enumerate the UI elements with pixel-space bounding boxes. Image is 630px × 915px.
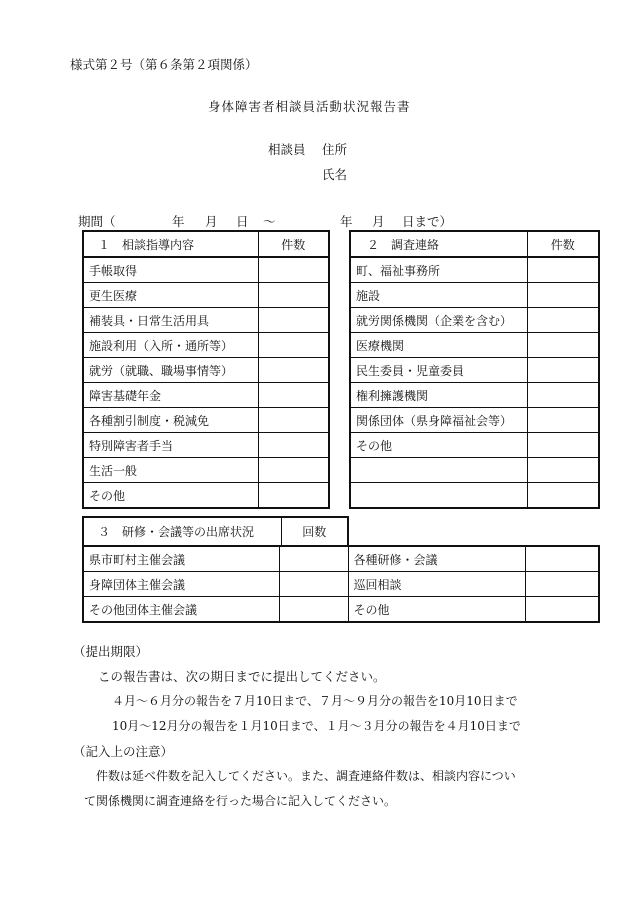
period-label: 期間（: [78, 214, 116, 229]
address-label: 住所: [322, 142, 348, 157]
table-row-label: 各種割引制度・税減免: [83, 408, 258, 433]
period-year-1: 年: [172, 214, 185, 229]
table-row-label: 更生医療: [83, 283, 258, 308]
table-row-label: その他: [83, 483, 258, 509]
attendance-table: [82, 545, 600, 623]
table-row-label: 就労関係機関（企業を含む）: [350, 308, 527, 333]
table-row-label: 障害基礎年金: [83, 383, 258, 408]
table-row-label: [350, 458, 527, 483]
count-cell[interactable]: [525, 597, 599, 623]
table-row-label: 県市町村主催会議: [83, 546, 279, 572]
table-row-label: 就労（就職、職場事情等）: [83, 358, 258, 383]
count-cell[interactable]: [527, 458, 599, 483]
count-cell[interactable]: [527, 257, 599, 283]
investigation-header: ２ 調査連絡: [350, 231, 527, 257]
table-row-label: 生活一般: [83, 458, 258, 483]
period-tilde: 〜: [263, 214, 276, 229]
table-row-label: 町、福祉事務所: [350, 257, 527, 283]
name-label: 氏名: [322, 167, 348, 182]
table-row-label: その他団体主催会議: [83, 597, 279, 623]
count-cell[interactable]: [258, 308, 329, 333]
count-cell[interactable]: [279, 572, 348, 597]
count-cell[interactable]: [527, 483, 599, 509]
period-year-2: 年: [340, 214, 353, 229]
table-row-label: 特別障害者手当: [83, 433, 258, 458]
caution-heading: （記入上の注意）: [73, 744, 174, 759]
count-cell[interactable]: [258, 383, 329, 408]
table-row-label: [350, 483, 527, 509]
count-cell[interactable]: [525, 546, 599, 572]
table-row-label: その他: [348, 597, 525, 623]
consultation-table: [82, 230, 330, 509]
deadline-text: この報告書は、次の期日までに提出してください。: [98, 669, 386, 684]
deadline-line-2: 10月〜12月分の報告を１月10日まで、１月〜３月分の報告を４月10日まで: [112, 719, 521, 733]
page-title: 身体障害者相談員活動状況報告書: [208, 99, 411, 114]
count-cell[interactable]: [527, 433, 599, 458]
caution-line-1: 件数は延べ件数を記入してください。また、調査連絡件数は、相談内容につい: [96, 769, 516, 783]
count-cell[interactable]: [527, 333, 599, 358]
count-cell[interactable]: [258, 433, 329, 458]
period-month-1: 月: [205, 214, 218, 229]
count-cell[interactable]: [279, 546, 348, 572]
count-cell[interactable]: [258, 283, 329, 308]
table-row-label: 施設: [350, 283, 527, 308]
caution-line-2: て関係機関に調査連絡を行った場合に記入してください。: [84, 794, 397, 808]
table-row-label: 施設利用（入所・通所等）: [83, 333, 258, 358]
table-row-label: 権利擁護機関: [350, 383, 527, 408]
form-id: 様式第２号（第６条第２項関係）: [70, 57, 258, 72]
count-cell[interactable]: [258, 358, 329, 383]
deadline-heading: （提出期限）: [73, 644, 149, 659]
count-cell[interactable]: [258, 333, 329, 358]
count-cell[interactable]: [258, 483, 329, 509]
count-cell[interactable]: [258, 408, 329, 433]
table-row-label: 巡回相談: [348, 572, 525, 597]
deadline-line-1: ４月〜６月分の報告を７月10日まで、７月〜９月分の報告を10月10日まで: [112, 694, 518, 708]
count-cell[interactable]: [258, 257, 329, 283]
attendance-header: ３ 研修・会議等の出席状況: [83, 517, 281, 546]
count-cell[interactable]: [527, 283, 599, 308]
count-cell[interactable]: [525, 572, 599, 597]
table-row-label: 民生委員・児童委員: [350, 358, 527, 383]
count-cell[interactable]: [279, 597, 348, 623]
count-cell[interactable]: [527, 383, 599, 408]
count-cell[interactable]: [527, 408, 599, 433]
period-month-2: 月: [372, 214, 385, 229]
table-row-label: 補装具・日常生活用具: [83, 308, 258, 333]
table-row-label: 身障団体主催会議: [83, 572, 279, 597]
count-header: 件数: [258, 231, 329, 257]
attendance-count-header: 回数: [281, 517, 348, 546]
period-day-1: 日: [236, 214, 249, 229]
table-row-label: 関係団体（県身障福祉会等）: [350, 408, 527, 433]
investigation-table: [349, 230, 600, 509]
table-row-label: 各種研修・会議: [348, 546, 525, 572]
table-row-label: 手帳取得: [83, 257, 258, 283]
count-cell[interactable]: [527, 358, 599, 383]
table-row-label: その他: [350, 433, 527, 458]
consultation-header: １ 相談指導内容: [83, 231, 258, 257]
count-header: 件数: [527, 231, 599, 257]
table-row-label: 医療機関: [350, 333, 527, 358]
attendance-header-table: [82, 516, 349, 547]
respondent-label: 相談員: [268, 142, 306, 157]
count-cell[interactable]: [527, 308, 599, 333]
period-day-2: 日まで）: [402, 214, 453, 229]
count-cell[interactable]: [258, 458, 329, 483]
